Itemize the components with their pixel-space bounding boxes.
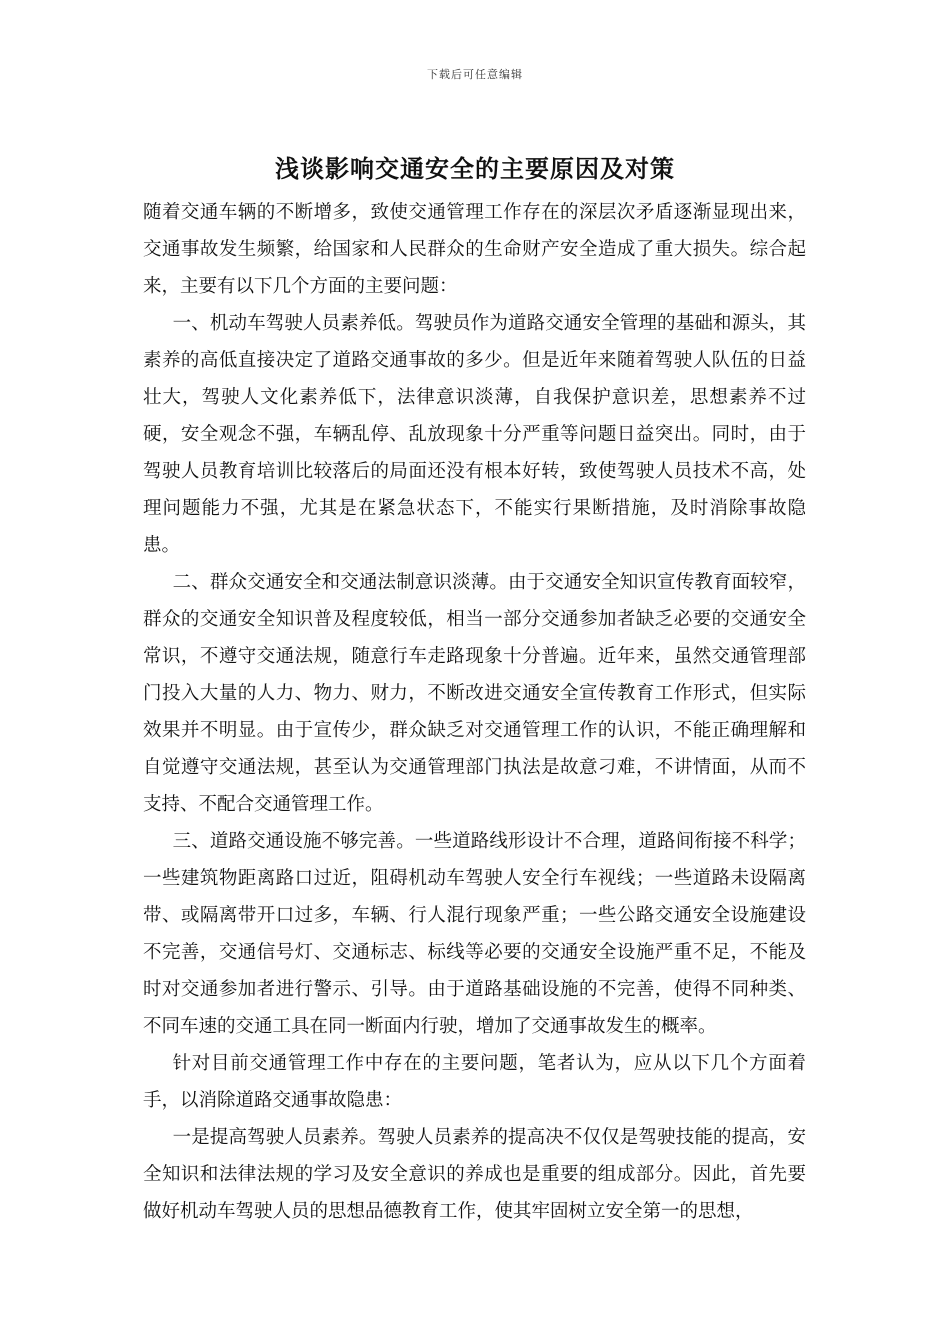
paragraph-issue-awareness: 二、群众交通安全和交通法制意识淡薄。由于交通安全知识宣传教育面较窄，群众的交通安全知识普及程度较低，相当一部分交通参加者缺乏必要的交通安全常识，不遵守交通法规，随意行车走路现象十分普遍。近年来，虽然交通管理部门投入大量的人力、物力、财力，不断改进交通安全宣传教育工作形式，但实际效果并不明显。由于宣传少，群众缺乏对交通管理工作的认识，不能正确理解和自觉遵守交通法规，甚至认为交通管理部门执法是故意刁难，不讲情面，从而不支持、不配合交通管理工作。 [143, 572, 806, 815]
document-body [143, 194, 806, 1230]
paragraph-countermeasure-drivers: 一是提高驾驶人员素养。驾驶人员素养的提高决不仅仅是驾驶技能的提高，安全知识和法律法规的学习及安全意识的养成也是重要的组成部分。因此，首先要做好机动车驾驶人员的思想品德教育工作，使其牢固树立安全第一的思想， [143, 1127, 806, 1222]
paragraph-issue-facilities: 三、道路交通设施不够完善。一些道路线形设计不合理，道路间衔接不科学；一些建筑物距离路口过近，阻碍机动车驾驶人安全行车视线；一些道路未设隔离带、或隔离带开口过多，车辆、行人混行现象严重；一些公路交通安全设施建设不完善，交通信号灯、交通标志、标线等必要的交通安全设施严重不足，不能及时对交通参加者进行警示、引导。由于道路基础设施的不完善，使得不同种类、不同车速的交通工具在同一断面内行驶，增加了交通事故发生的概率。 [143, 831, 806, 1037]
document-title: 浅谈影响交通安全的主要原因及对策 [275, 154, 675, 183]
paragraph-countermeasures-intro: 针对目前交通管理工作中存在的主要问题，笔者认为，应从以下几个方面着手，以消除道路交通事故隐患： [143, 1053, 806, 1111]
header-note: 下载后可任意编辑 [427, 68, 523, 81]
paragraph-intro: 随着交通车辆的不断增多，致使交通管理工作存在的深层次矛盾逐渐显现出来，交通事故发生频繁，给国家和人民群众的生命财产安全造成了重大损失。综合起来，主要有以下几个方面的主要问题： [143, 202, 806, 297]
paragraph-issue-drivers: 一、机动车驾驶人员素养低。驾驶员作为道路交通安全管理的基础和源头，其素养的高低直接决定了道路交通事故的多少。但是近年来随着驾驶人队伍的日益壮大，驾驶人文化素养低下，法律意识淡薄，自我保护意识差，思想素养不过硬，安全观念不强，车辆乱停、乱放现象十分严重等问题日益突出。同时，由于驾驶人员教育培训比较落后的局面还没有根本好转，致使驾驶人员技术不高，处理问题能力不强，尤其是在紧急状态下，不能实行果断措施，及时消除事故隐患。 [143, 313, 806, 556]
